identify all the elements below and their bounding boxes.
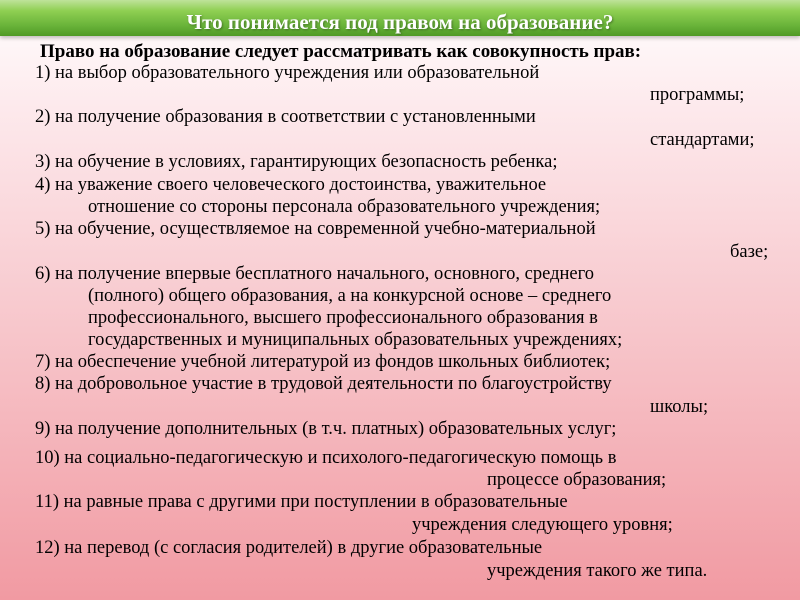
list-item-10: 10) на социально-педагогическую и психолого-педагогическую помощь в: [35, 448, 617, 468]
list-item-7: 7) на обеспечение учебной литературой из фондов школьных библиотек;: [35, 352, 611, 372]
list-item-8: 8) на добровольное участие в трудовой деятельности по благоустройству: [35, 374, 612, 394]
list-item-6-cont-2: профессионального, высшего профессионального образования в: [88, 308, 598, 328]
slide-title: Что понимается под правом на образование?: [186, 10, 614, 34]
list-item-6: 6) на получение впервые бесплатного начального, основного, среднего: [35, 264, 594, 284]
list-item-6-cont-3: государственных и муниципальных образовательных учреждениях;: [88, 330, 623, 350]
list-item-6-cont-1: (полного) общего образования, а на конкурсной основе – среднего: [88, 286, 612, 306]
list-item-12: 12) на перевод (с согласия родителей) в другие образовательные: [35, 538, 543, 558]
list-item-8-cont: школы;: [650, 397, 709, 417]
list-item-4-cont: отношение со стороны персонала образовательного учреждения;: [88, 197, 601, 217]
list-item-2: 2) на получение образования в соответствии с установленными: [35, 107, 536, 127]
list-item-1-cont: программы;: [650, 85, 745, 105]
list-item-11-cont: учреждения следующего уровня;: [412, 515, 673, 535]
list-item-10-cont: процессе образования;: [487, 470, 667, 490]
list-item-1: 1) на выбор образовательного учреждения или образовательной: [35, 63, 540, 83]
list-item-12-cont: учреждения такого же типа.: [487, 561, 708, 581]
list-item-9: 9) на получение дополнительных (в т.ч. платных) образовательных услуг;: [35, 419, 617, 439]
list-heading: Право на образование следует рассматривать как совокупность прав:: [40, 41, 642, 62]
list-item-11: 11) на равные права с другими при поступлении в образовательные: [35, 492, 568, 512]
list-item-4: 4) на уважение своего человеческого достоинства, уважительное: [35, 175, 547, 195]
list-item-5-cont: базе;: [730, 242, 769, 262]
list-item-3: 3) на обучение в условиях, гарантирующих безопасность ребенка;: [35, 152, 558, 172]
list-item-2-cont: стандартами;: [650, 130, 755, 150]
list-item-5: 5) на обучение, осуществляемое на современной учебно-материальной: [35, 219, 596, 239]
